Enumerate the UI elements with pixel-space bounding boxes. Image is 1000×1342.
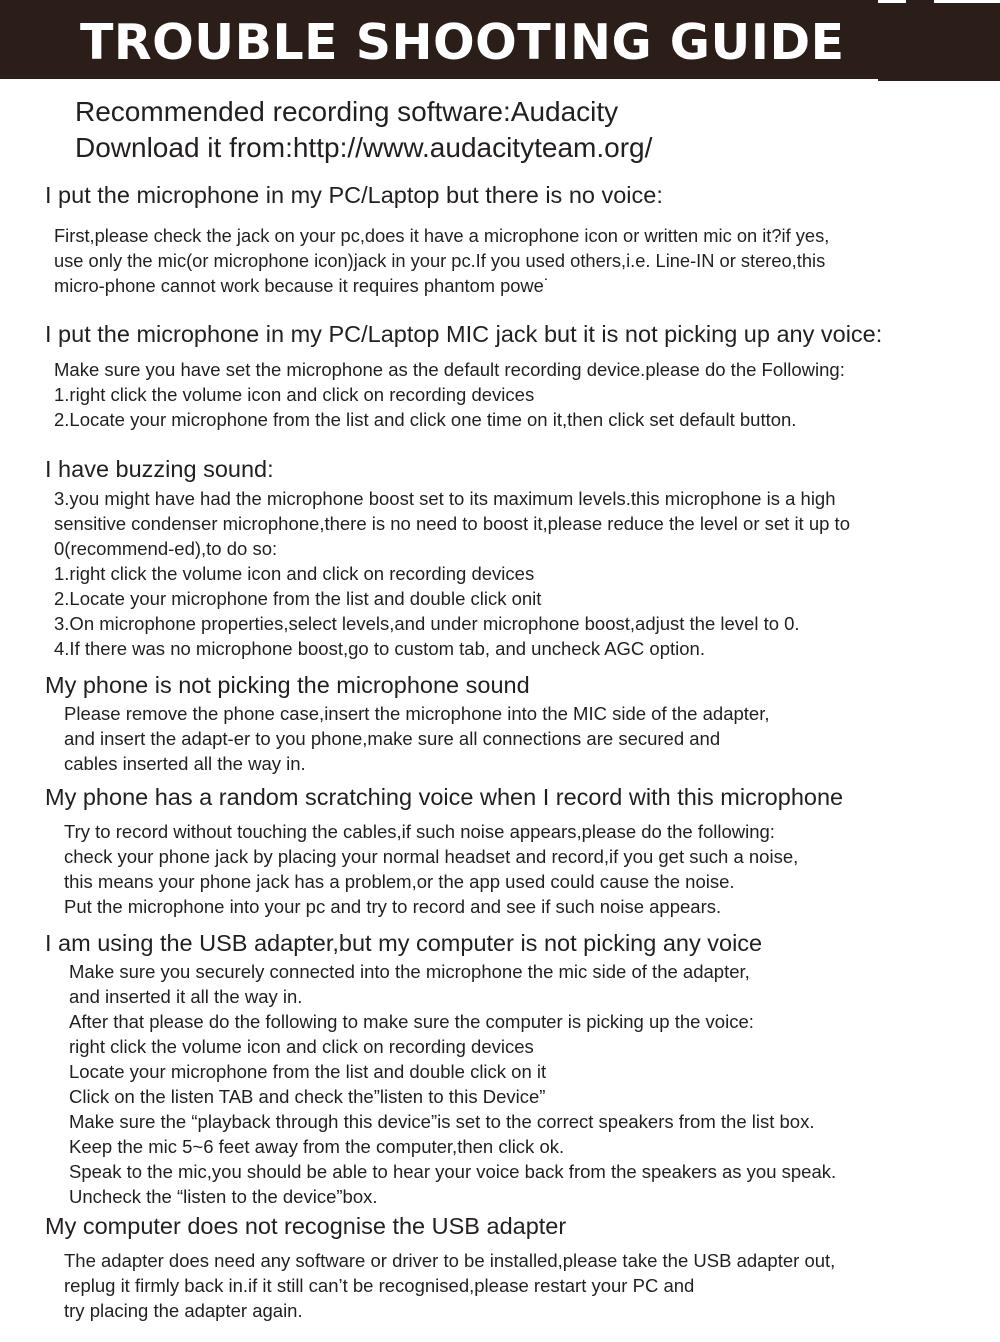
header-notch (934, 0, 1000, 3)
body-line: Make sure the “playback through this device”is set to the correct speakers from the list box. (69, 1111, 815, 1132)
body-line: The adapter does need any software or driver to be installed,please take the USB adapter out, (64, 1250, 836, 1271)
body-line: Click on the listen TAB and check the”listen to this Device” (69, 1086, 546, 1107)
body-line: Speak to the mic,you should be able to hear your voice back from the speakers as you speak. (69, 1161, 837, 1182)
header-bar-extension (878, 0, 1000, 81)
section-body-buzzing (54, 486, 850, 661)
section-body-mic-jack (54, 357, 845, 432)
body-line: First,please check the jack on your pc,does it have a microphone icon or written mic on it?if yes, (54, 225, 830, 246)
body-line: Make sure you securely connected into the microphone the mic side of the adapter, (69, 961, 750, 982)
body-line: Uncheck the “listen to the device”box. (69, 1186, 378, 1207)
section-heading-buzzing: I have buzzing sound: (45, 456, 274, 482)
section-heading-usb-not-recognised: My computer does not recognise the USB adapter (45, 1213, 567, 1239)
body-line: 3.you might have had the microphone boost set to its maximum levels.this microphone is a high (54, 488, 836, 509)
body-line: 3.On microphone properties,select levels,and under microphone boost,adjust the level to 0. (54, 613, 800, 634)
body-line: this means your phone jack has a problem,or the app used could cause the noise. (64, 871, 735, 892)
body-line: and inserted it all the way in. (69, 986, 303, 1007)
body-line: right click the volume icon and click on recording devices (69, 1036, 534, 1057)
body-line: Locate your microphone from the list and double click on it (69, 1061, 547, 1082)
body-line: try placing the adapter again. (64, 1300, 303, 1321)
body-line: 2.Locate your microphone from the list and click one time on it,then click set default button. (54, 409, 797, 430)
section-heading-no-voice: I put the microphone in my PC/Laptop but there is no voice: (45, 182, 663, 208)
section-heading-phone-not-picking: My phone is not picking the microphone sound (45, 672, 530, 698)
body-line: Make sure you have set the microphone as the default recording device.please do the Following: (54, 359, 845, 380)
body-line: Please remove the phone case,insert the microphone into the MIC side of the adapter, (64, 703, 770, 724)
intro-block (75, 94, 652, 166)
body-line: use only the mic(or microphone icon)jack in your pc.If you used others,i.e. Line-IN or stereo,this (54, 250, 826, 271)
body-line: Keep the mic 5~6 feet away from the computer,then click ok. (69, 1136, 565, 1157)
download-link[interactable]: Download it from:http://www.audacityteam.org/ (75, 132, 653, 163)
body-line: replug it firmly back in.if it still can’t be recognised,please restart your PC and (64, 1275, 695, 1296)
body-line: 4.If there was no microphone boost,go to custom tab, and uncheck AGC option. (54, 638, 705, 659)
body-line: sensitive condenser microphone,there is no need to boost it,please reduce the level or set it up to (54, 513, 850, 534)
recommended-software: Recommended recording software:Audacity (75, 96, 619, 127)
body-line: After that please do the following to make sure the computer is picking up the voice: (69, 1011, 754, 1032)
page-title: TROUBLE SHOOTING GUIDE (80, 14, 845, 71)
body-line: 1.right click the volume icon and click on recording devices (54, 563, 535, 584)
body-line: Put the microphone into your pc and try to record and see if such noise appears. (64, 896, 722, 917)
body-line: check your phone jack by placing your normal headset and record,if you get such a noise, (64, 846, 799, 867)
section-heading-scratching: My phone has a random scratching voice when I record with this microphone (45, 784, 844, 810)
section-body-usb-no-voice (69, 959, 836, 1209)
body-line: cables inserted all the way in. (64, 753, 306, 774)
section-body-phone-not-picking (64, 701, 769, 776)
body-line: micro-phone cannot work because it requires phantom powe˙ (54, 275, 550, 296)
section-body-no-voice (54, 223, 829, 298)
section-heading-usb-no-voice: I am using the USB adapter,but my computer is not picking any voice (45, 930, 763, 956)
body-line: 2.Locate your microphone from the list and double click onit (54, 588, 542, 609)
body-line: and insert the adapt-er to you phone,make sure all connections are secured and (64, 728, 721, 749)
header-notch (878, 0, 906, 3)
body-line: 0(recommend-ed),to do so: (54, 538, 278, 559)
body-line: 1.right click the volume icon and click on recording devices (54, 384, 535, 405)
section-body-usb-not-recognised (64, 1248, 835, 1323)
section-heading-mic-jack: I put the microphone in my PC/Laptop MIC jack but it is not picking up any voice: (45, 321, 883, 347)
body-line: Try to record without touching the cables,if such noise appears,please do the following: (64, 821, 775, 842)
section-body-scratching (64, 819, 798, 919)
